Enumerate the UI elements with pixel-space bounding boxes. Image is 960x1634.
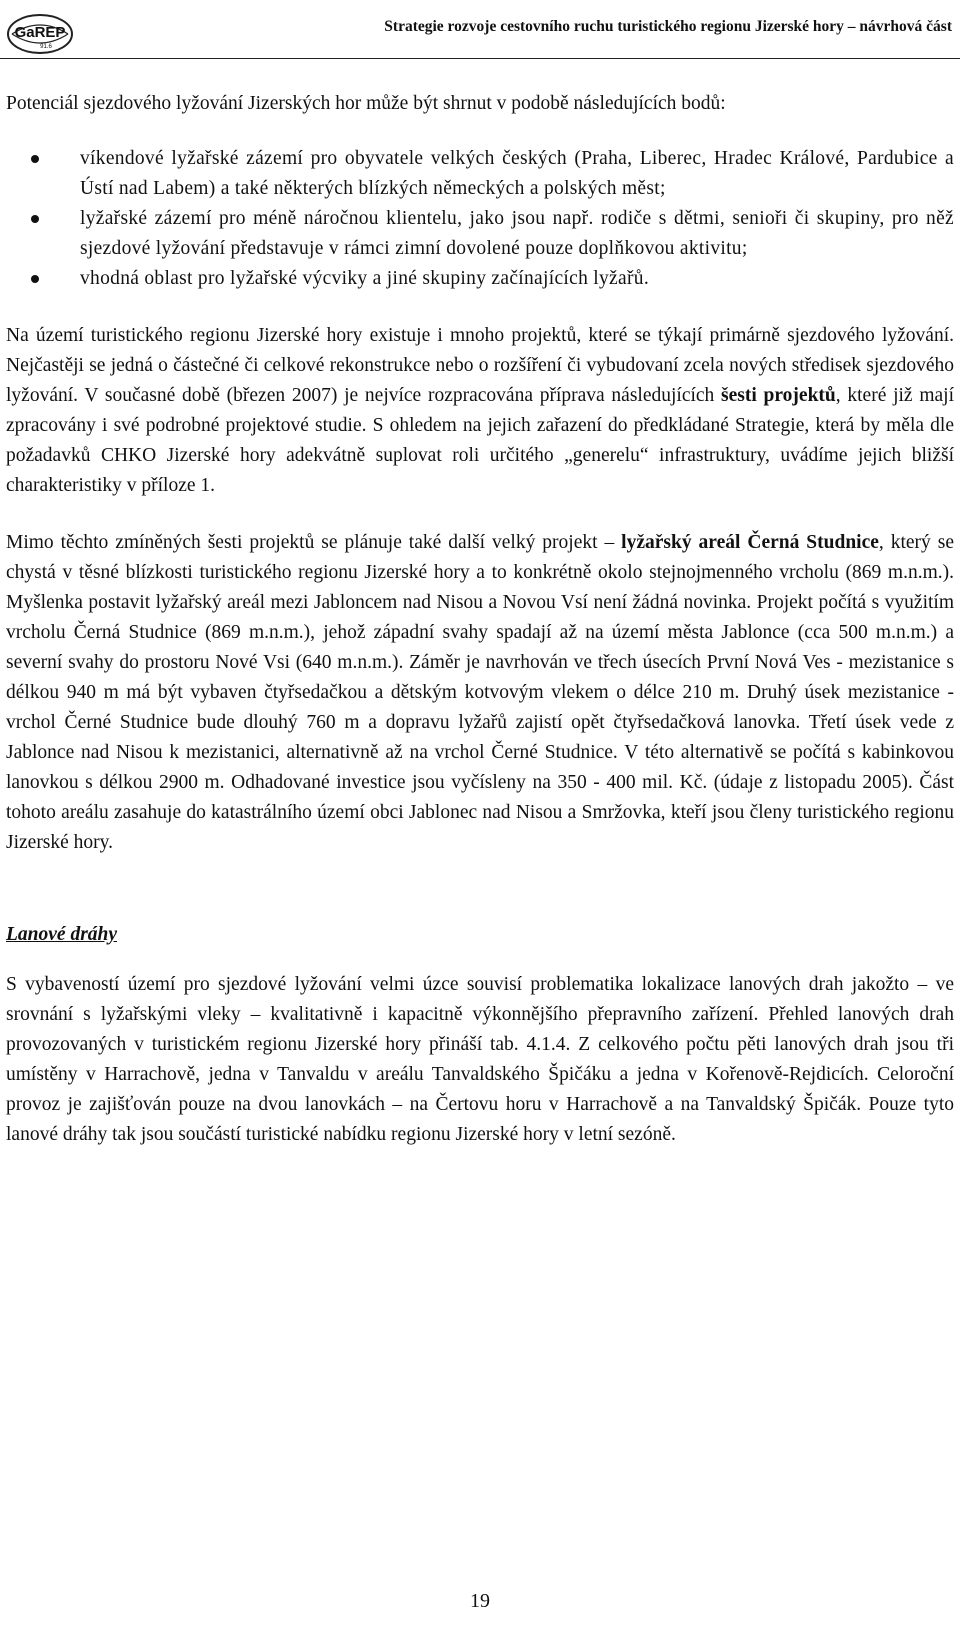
cerna-studnice-text-a: Mimo těchto zmíněných šesti projektů se plánuje také další velký projekt – [6, 532, 622, 553]
list-item-text: lyžařské zázemí pro méně náročnou klientelu, jako jsou např. rodiče s dětmi, senioři či skupiny, pro něž sjezdové lyžování představuje v rámci zimní dovolené pouze doplňkovou aktivitu; [80, 208, 954, 259]
list-item [6, 264, 954, 294]
header-title: Strategie rozvoje cestovního ruchu turistického regionu Jizerské hory – návrhová část [384, 18, 952, 35]
bullet-icon [31, 215, 39, 223]
cerna-studnice-bold: lyžařský areál Černá Studnice [621, 532, 879, 553]
list-item [6, 204, 954, 264]
cerna-studnice-text-b: , který se chystá v těsné blízkosti turistického regionu Jizerské hory a to konkrétně okolo stejnojmenného vrcholu (869 m.n.m.). Myšlenka postavit lyžařský areál mezi Jabloncem nad Nisou a Novou Vsí není žádná novinka. Projekt počítá s využitím vrcholu Černá Studnice (869 m.n.m.), jehož západní svahy spadají až na území města Jablonce (cca 500 m.n.m.) a severní svahy do prostoru Nové Vsi (640 m.n.m.). Záměr je navrhován ve třech úsecích První Nová Ves - mezistanice s délkou 940 m má být vybaven čtyřsedačkou a dětským kotvovým vlekem o délce 210 m. Druhý úsek mezistanice - vrchol Černé Studnice bude dlouhý 760 m a dopravu lyžařů zajistí opět čtyřsedačková lanovka. Třetí úsek vede z Jablonce nad Nisou k mezistanici, alternativně až na vrchol Černé Studnice. V této alternativě se počítá s kabinkovou lanovkou s délkou 2900 m. Odhadované investice jsou vyčísleny na 350 - 400 mil. Kč. (údaje z listopadu 2005). Část tohoto areálu zasahuje do katastrálního území obci Jablonec nad Nisou a Smržovka, kteří jsou členy turistického regionu Jizerské hory. [6, 532, 954, 853]
intro-paragraph: Potenciál sjezdového lyžování Jizerských hor může být shrnut v podobě následujících bodů: [6, 93, 726, 114]
list-item [6, 144, 954, 204]
projects-bold: šesti projektů [721, 385, 836, 406]
bullet-icon [31, 155, 39, 163]
list-item-text: vhodná oblast pro lyžařské výcviky a jiné skupiny začínajících lyžařů. [80, 268, 649, 289]
bullet-list [6, 144, 954, 294]
list-item-text: víkendové lyžařské zázemí pro obyvatele velkých českých (Praha, Liberec, Hradec Králové, Pardubice a Ústí nad Labem) a také některých blízkých německých a polských měst; [80, 148, 954, 199]
garep-logo [6, 12, 74, 56]
projects-text-a: Na území turistického regionu Jizerské hory existuje i mnoho projektů, které se týkají primárně sjezdového lyžování. Nejčastěji se jedná o částečné či celkové rekonstrukce nebo o rozšíření či vybudovaní zcela nových středisek sjezdového lyžování. V současné době (březen 2007) je nejvíce rozpracována příprava následujících [6, 325, 954, 406]
logo-text: GaREP [14, 24, 66, 41]
section-heading: Lanové dráhy [6, 924, 118, 945]
cerna-studnice-paragraph [6, 528, 954, 858]
projects-text-b: , které již mají zpracovány i své podrobné projektové studie. S ohledem na jejich zařazení do předkládané Strategie, která by měla dle požadavků CHKO Jizerské hory adekvátně suplovat roli určitého „generelu“ infrastruktury, uvádíme jejich bližší charakteristiky v příloze 1. [6, 385, 954, 496]
projects-paragraph [6, 321, 954, 501]
document-body [6, 89, 954, 1150]
page-header [0, 0, 960, 62]
page-number: 19 [470, 1590, 490, 1612]
header-divider [0, 58, 960, 59]
bullet-icon [31, 275, 39, 283]
logo-year: 91.6 [40, 44, 52, 50]
cableways-paragraph: S vybaveností území pro sjezdové lyžování velmi úzce souvisí problematika lokalizace lanových drah jakožto – ve srovnání s lyžařskými vleky – kvalitativně i kapacitně výkonnějšího přepravního zařízení. Přehled lanových drah provozovaných v turistickém regionu Jizerské hory přináší tab. 4.1.4. Z celkového počtu pěti lanových drah jsou tři umístěny v Harrachově, jedna v Tanvaldu v areálu Tanvaldského Špičáku a jedna v Kořenově-Rejdicích. Celoroční provoz je zajišťován pouze na dvou lanovkách – na Čertovu horu v Harrachově a na Tanvaldský Špičák. Pouze tyto lanové dráhy tak jsou součástí turistické nabídku regionu Jizerské hory v letní sezóně. [6, 974, 954, 1145]
